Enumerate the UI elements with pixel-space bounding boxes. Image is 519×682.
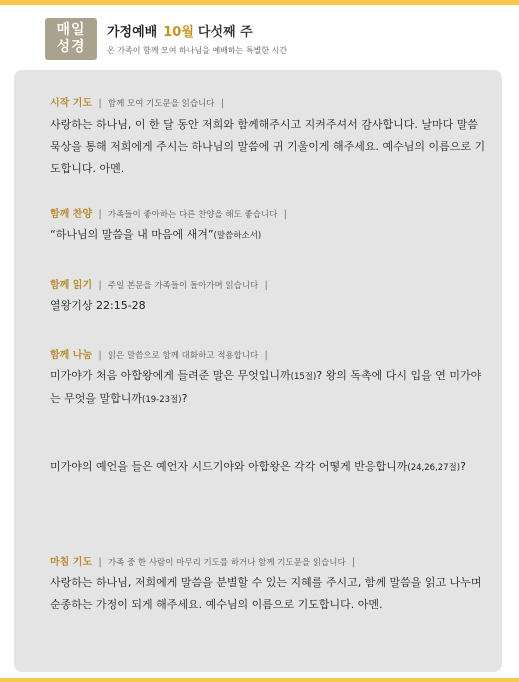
sharing-note: 읽은 말씀으로 함께 대화하고 적용합니다 <box>107 351 259 361</box>
praise-song-title: “하나님의 말씀을 내 마음에 새겨” <box>50 228 214 241</box>
q2-text: 미가야의 예언을 들은 예언자 시드기야와 아합왕은 각각 어떻게 반응합니까 <box>50 460 408 473</box>
opening-prayer-note: 함께 모여 기도문을 읽습니다 <box>107 99 215 109</box>
separator: | <box>98 350 102 361</box>
q1-text: 미가야가 처음 아합왕에게 들려준 말은 무엇입니까 <box>50 369 291 382</box>
separator: | <box>351 557 356 568</box>
closing-prayer-note: 가족 중 한 사람이 마무리 기도를 하거나 함께 기도문을 읽습니다 <box>107 558 346 568</box>
separator: | <box>264 350 268 361</box>
sharing-heading <box>50 346 271 361</box>
separator: | <box>264 280 268 291</box>
title-month: 10월 <box>163 25 194 40</box>
separator: | <box>98 280 102 291</box>
logo <box>45 18 97 60</box>
reading-heading <box>50 276 271 291</box>
reading-passage: 열왕기상 22:15-28 <box>50 299 146 312</box>
bottom-accent-bar <box>0 678 519 682</box>
logo-line-2: 성경 <box>56 39 86 55</box>
praise-heading <box>50 205 290 220</box>
separator: | <box>283 209 287 220</box>
q1-ref: (15절) <box>290 372 317 382</box>
q1-rest: ? 왕의 독촉에 다시 입을 연 미가야는 무엇을 말합니까 <box>50 369 482 405</box>
praise-note: 가족들이 좋아하는 다른 찬양을 해도 좋습니다 <box>107 210 278 220</box>
closing-prayer-heading <box>50 553 358 568</box>
opening-prayer-heading <box>50 94 227 109</box>
page-subtitle: 온 가족이 함께 모여 하나님을 예배하는 특별한 시간 <box>107 46 288 55</box>
q2-ref: (24,26,27절) <box>407 463 461 473</box>
q2-end: ? <box>460 460 466 473</box>
sharing-label: 함께 나눔 <box>50 350 93 361</box>
opening-prayer-label: 시작 기도 <box>50 98 93 109</box>
q1-end: ? <box>181 392 188 405</box>
reading-label: 함께 읽기 <box>50 280 93 291</box>
separator: | <box>220 98 225 109</box>
logo-line-1: 매일 <box>56 22 86 38</box>
page-title <box>107 21 253 40</box>
separator: | <box>98 209 102 220</box>
title-main: 가정예배 <box>107 25 158 40</box>
q1-ref-2: (19-23절) <box>142 395 182 405</box>
content-panel <box>14 70 502 672</box>
praise-label: 함께 찬양 <box>50 209 93 220</box>
closing-prayer-text: 사랑하는 하나님, 저희에게 말씀을 분별할 수 있는 지혜를 주시고, 함께 말씀을 읽고 나누며 순종하는 가정이 되게 해주세요. 예수님의 이름으로 기도합니다. 아멘. <box>50 576 482 611</box>
page-header <box>45 18 505 62</box>
praise-song-note: (말씀하소서) <box>213 231 262 241</box>
praise-song <box>50 224 490 247</box>
sharing-question-1 <box>50 365 490 411</box>
closing-prayer-label: 마침 기도 <box>50 557 93 568</box>
reading-note: 주일 본문을 가족들이 돌아가며 읽습니다 <box>107 281 259 291</box>
title-week: 다섯째 주 <box>197 25 253 40</box>
top-accent-bar <box>0 0 519 5</box>
separator: | <box>98 557 102 568</box>
opening-prayer-text: 사랑하는 하나님, 이 한 달 동안 저희와 함께해주시고 지켜주셔서 감사합니다. 날마다 말씀 묵상을 통해 저희에게 주시는 하나님의 말씀에 귀 기울이게 해주세요. 예수님의 이름으로 기도합니다. 아멘. <box>50 118 486 175</box>
sharing-question-2 <box>50 456 490 479</box>
separator: | <box>98 98 102 109</box>
